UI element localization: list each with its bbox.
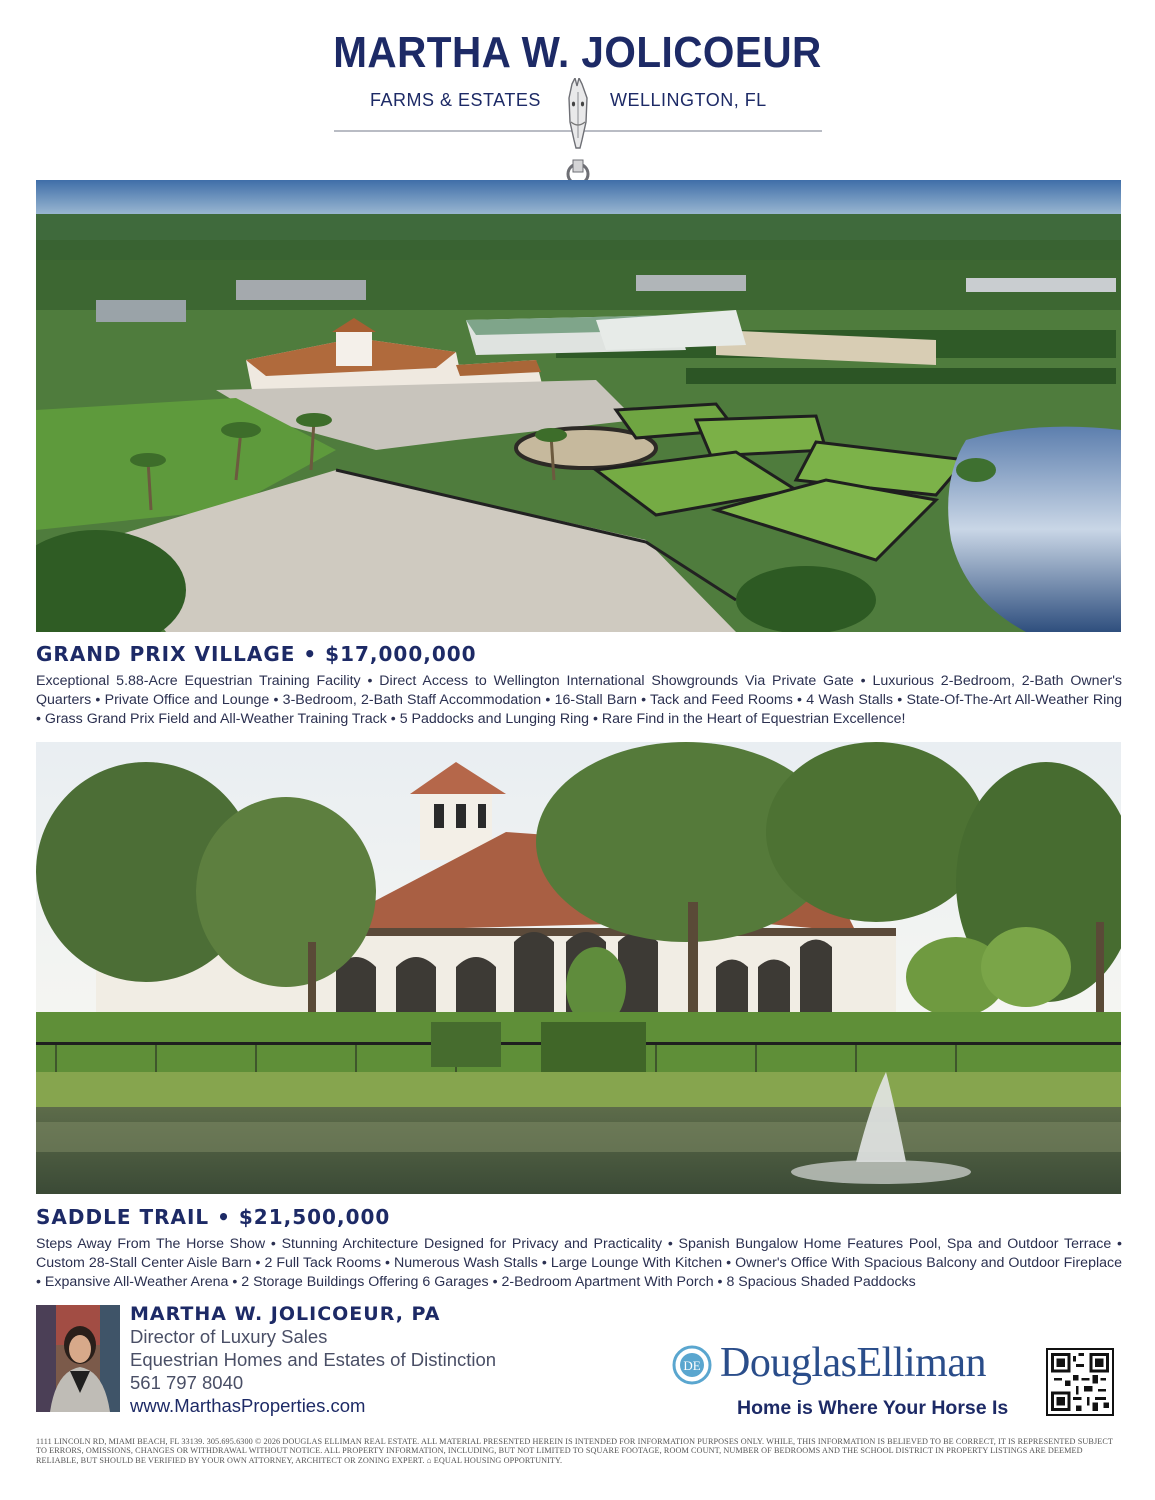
saddle-trail-photo — [36, 742, 1121, 1194]
douglas-elliman-logo — [672, 1340, 1034, 1389]
brand-name: MARTHA W. JOLICOEUR — [333, 28, 822, 77]
agent-headshot — [36, 1305, 120, 1412]
agent-contact — [130, 1303, 496, 1418]
agent-phone[interactable]: 561 797 8040 — [130, 1372, 244, 1393]
grand-prix-village-photo — [36, 180, 1121, 632]
listing-description-saddle-trail: Steps Away From The Horse Show • Stunning Architecture Designed for Privacy and Practicality • Spanish Bungalow Home Features Pool, Spa and Outdoor Terrace • Custom 28-Stall Center Aisle Barn • 2 Full Tack Rooms • Numerous Wash Stalls • Large Lounge With Kitchen • Owner's Office With Spacious Balcony and Outdoor Fireplace • Expansive All-Weather Arena • 2 Storage Buildings Offering 6 Garages • 2-Bedroom Apartment With Porch • 8 Spacious Shaded Paddocks — [36, 1236, 1122, 1290]
agent-website-link[interactable]: www.MarthasProperties.com — [130, 1395, 366, 1416]
masthead — [0, 28, 1155, 110]
listing-title-saddle-trail: SADDLE TRAIL • $21,500,000 — [36, 1205, 391, 1229]
listing-title-grand-prix-village: GRAND PRIX VILLAGE • $17,000,000 — [36, 642, 477, 666]
agent-name: MARTHA W. JOLICOEUR, PA — [130, 1303, 441, 1325]
svg-text:DE: DE — [683, 1358, 701, 1373]
agent-specialty: Equestrian Homes and Estates of Distinction — [130, 1349, 497, 1370]
douglas-elliman-mark-icon — [672, 1345, 712, 1385]
brokerage-tagline: Home is Where Your Horse Is — [737, 1397, 1009, 1419]
brand-sub-right: WELLINGTON, FL — [610, 90, 767, 110]
brand-sub-left: FARMS & ESTATES — [370, 90, 541, 110]
agent-role: Director of Luxury Sales — [130, 1326, 328, 1347]
qr-code-icon[interactable] — [1046, 1348, 1114, 1416]
douglas-elliman-wordmark: DouglasElliman — [720, 1340, 986, 1386]
legal-disclaimer: 1111 LINCOLN RD, MIAMI BEACH, FL 33139. 305.695.6300 © 2026 DOUGLAS ELLIMAN REAL ESTATE. ALL MATERIAL PRESENTED HEREIN IS INTENDED FOR INFORMATION PURPOSES ONLY. WHILE, THIS INFORMATION IS BELIEVED TO BE CORRECT, IT IS REPRESENTED SUBJECT TO ERRORS, OMISSIONS, CHANGES OR WITHDRAWAL WITHOUT NOTICE. ALL PROPERTY INFORMATION, INCLUDING, BUT NOT LIMITED TO SQUARE FOOTAGE, ROOM COUNT, NUMBER OF BEDROOMS AND THE SCHOOL DISTRICT IN PROPERTY LISTINGS ARE DEEMED RELIABLE, BUT SHOULD BE VERIFIED BY YOUR OWN ATTORNEY, ARCHITECT OR ZONING EXPERT. ⌂ EQUAL HOUSING OPPORTUNITY. — [36, 1437, 1113, 1465]
listing-description-grand-prix-village: Exceptional 5.88-Acre Equestrian Training Facility • Direct Access to Wellington International Showgrounds Via Private Gate • Luxurious 2-Bedroom, 2-Bath Owner's Quarters • Private Office and Lounge • 3-Bedroom, 2-Bath Staff Accommodation • 16-Stall Barn • Tack and Feed Rooms • 4 Wash Stalls • State-Of-The-Art All-Weather Ring • Grass Grand Prix Field and All-Weather Training Track • 5 Paddocks and Lunging Ring • Rare Find in the Heart of Equestrian Excellence! — [36, 673, 1122, 727]
